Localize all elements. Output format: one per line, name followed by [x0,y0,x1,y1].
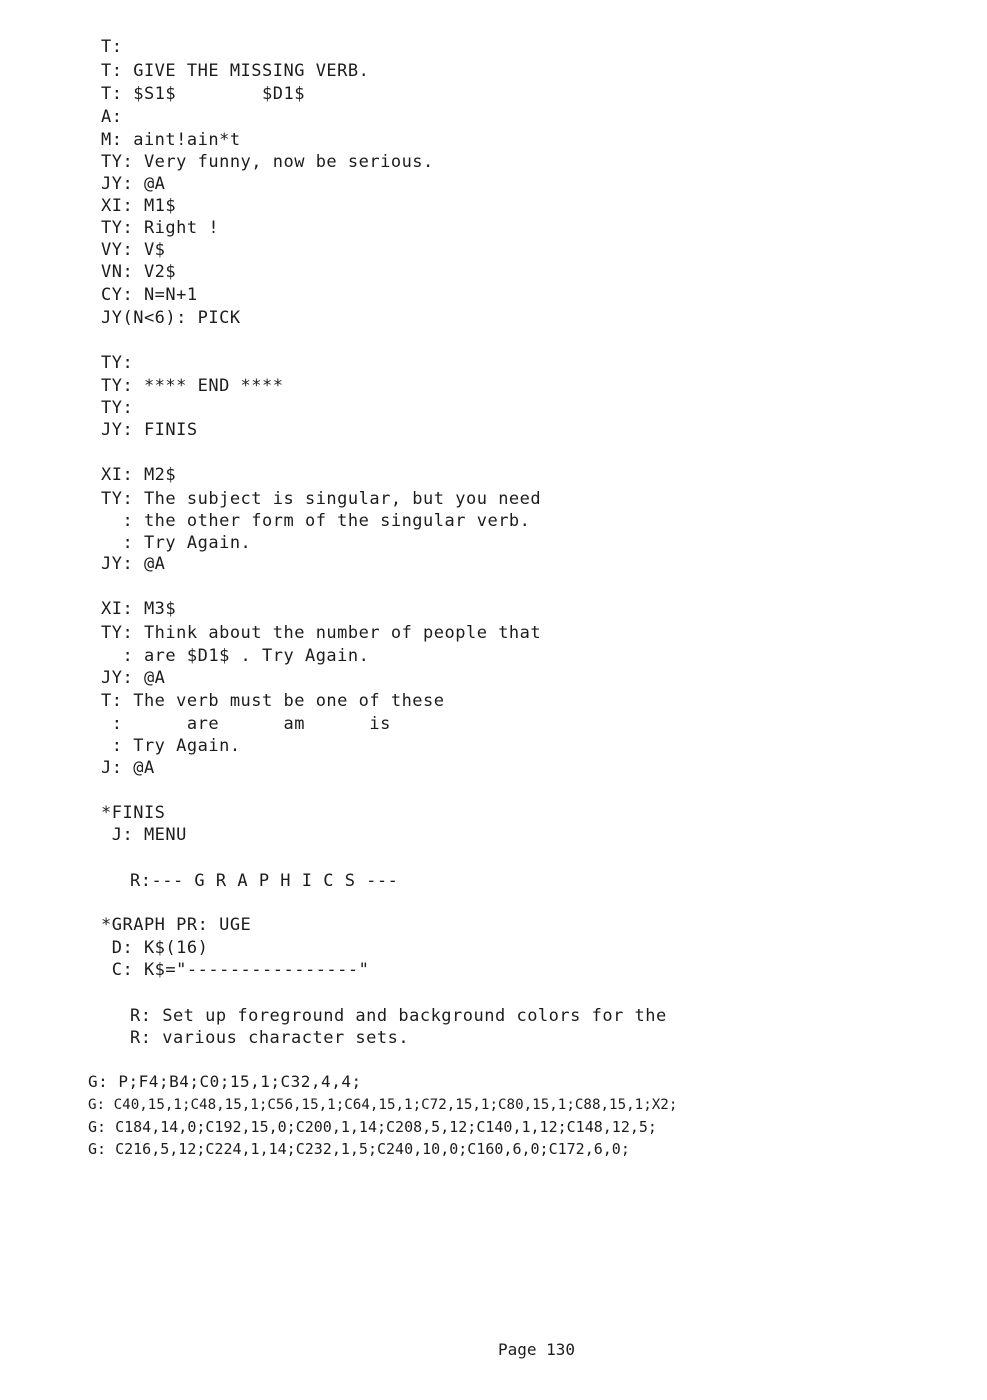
code-line: TY: Right ! [101,218,220,238]
code-line: M: aint!ain*t [101,130,241,150]
code-line: TY: The subject is singular, but you need [101,489,542,509]
code-line: : are $D1$ . Try Again. [101,646,370,666]
code-line: T: The verb must be one of these [101,691,445,711]
code-line: T: GIVE THE MISSING VERB. [101,61,370,81]
label-line: *GRAPH PR: UGE [101,915,252,935]
code-line: D: K$(16) [101,938,209,958]
code-line: XI: M2$ [101,465,177,485]
code-line: CY: N=N+1 [101,285,198,305]
code-line: G: C184,14,0;C192,15,0;C200,1,14;C208,5,12;C140,1,12;C148,12,5; [88,1118,657,1136]
code-line: VY: V$ [101,240,166,260]
code-line: JY: @A [101,554,166,574]
code-line: T: [101,37,123,57]
code-line: : Try Again. [101,533,252,553]
code-line: VN: V2$ [101,262,177,282]
code-line: G: P;F4;B4;C0;15,1;C32,4,4; [88,1072,362,1091]
code-line: JY: @A [101,668,166,688]
code-line: JY: FINIS [101,420,198,440]
code-line: XI: M1$ [101,196,177,216]
code-line: TY: [101,353,134,373]
label-line: *FINIS [101,803,166,823]
code-line: TY: **** END **** [101,376,284,396]
code-line: TY: Think about the number of people that [101,623,542,643]
code-line: JY: @A [101,174,166,194]
code-line: XI: M3$ [101,599,177,619]
code-line: J: @A [101,758,155,778]
code-line: TY: [101,398,134,418]
comment-line: R: various character sets. [130,1028,410,1048]
code-line: TY: Very funny, now be serious. [101,152,434,172]
code-line: JY(N<6): PICK [101,308,241,328]
code-line: : Try Again. [101,736,241,756]
code-line: : are am is [101,714,391,734]
comment-line: R: Set up foreground and background colors for the [130,1006,667,1026]
page-number: Page 130 [498,1340,576,1359]
section-heading: R:--- G R A P H I C S --- [130,871,399,891]
code-line: C: K$="----------------" [101,960,370,980]
code-line: A: [101,107,123,127]
code-line: G: C216,5,12;C224,1,14;C232,1,5;C240,10,0;C160,6,0;C172,6,0; [88,1140,630,1158]
code-line: : the other form of the singular verb. [101,511,531,531]
code-line: T: $S1$ $D1$ [101,84,305,104]
code-line: G: C40,15,1;C48,15,1;C56,15,1;C64,15,1;C72,15,1;C80,15,1;C88,15,1;X2; [88,1097,678,1113]
code-line: J: MENU [101,825,187,845]
